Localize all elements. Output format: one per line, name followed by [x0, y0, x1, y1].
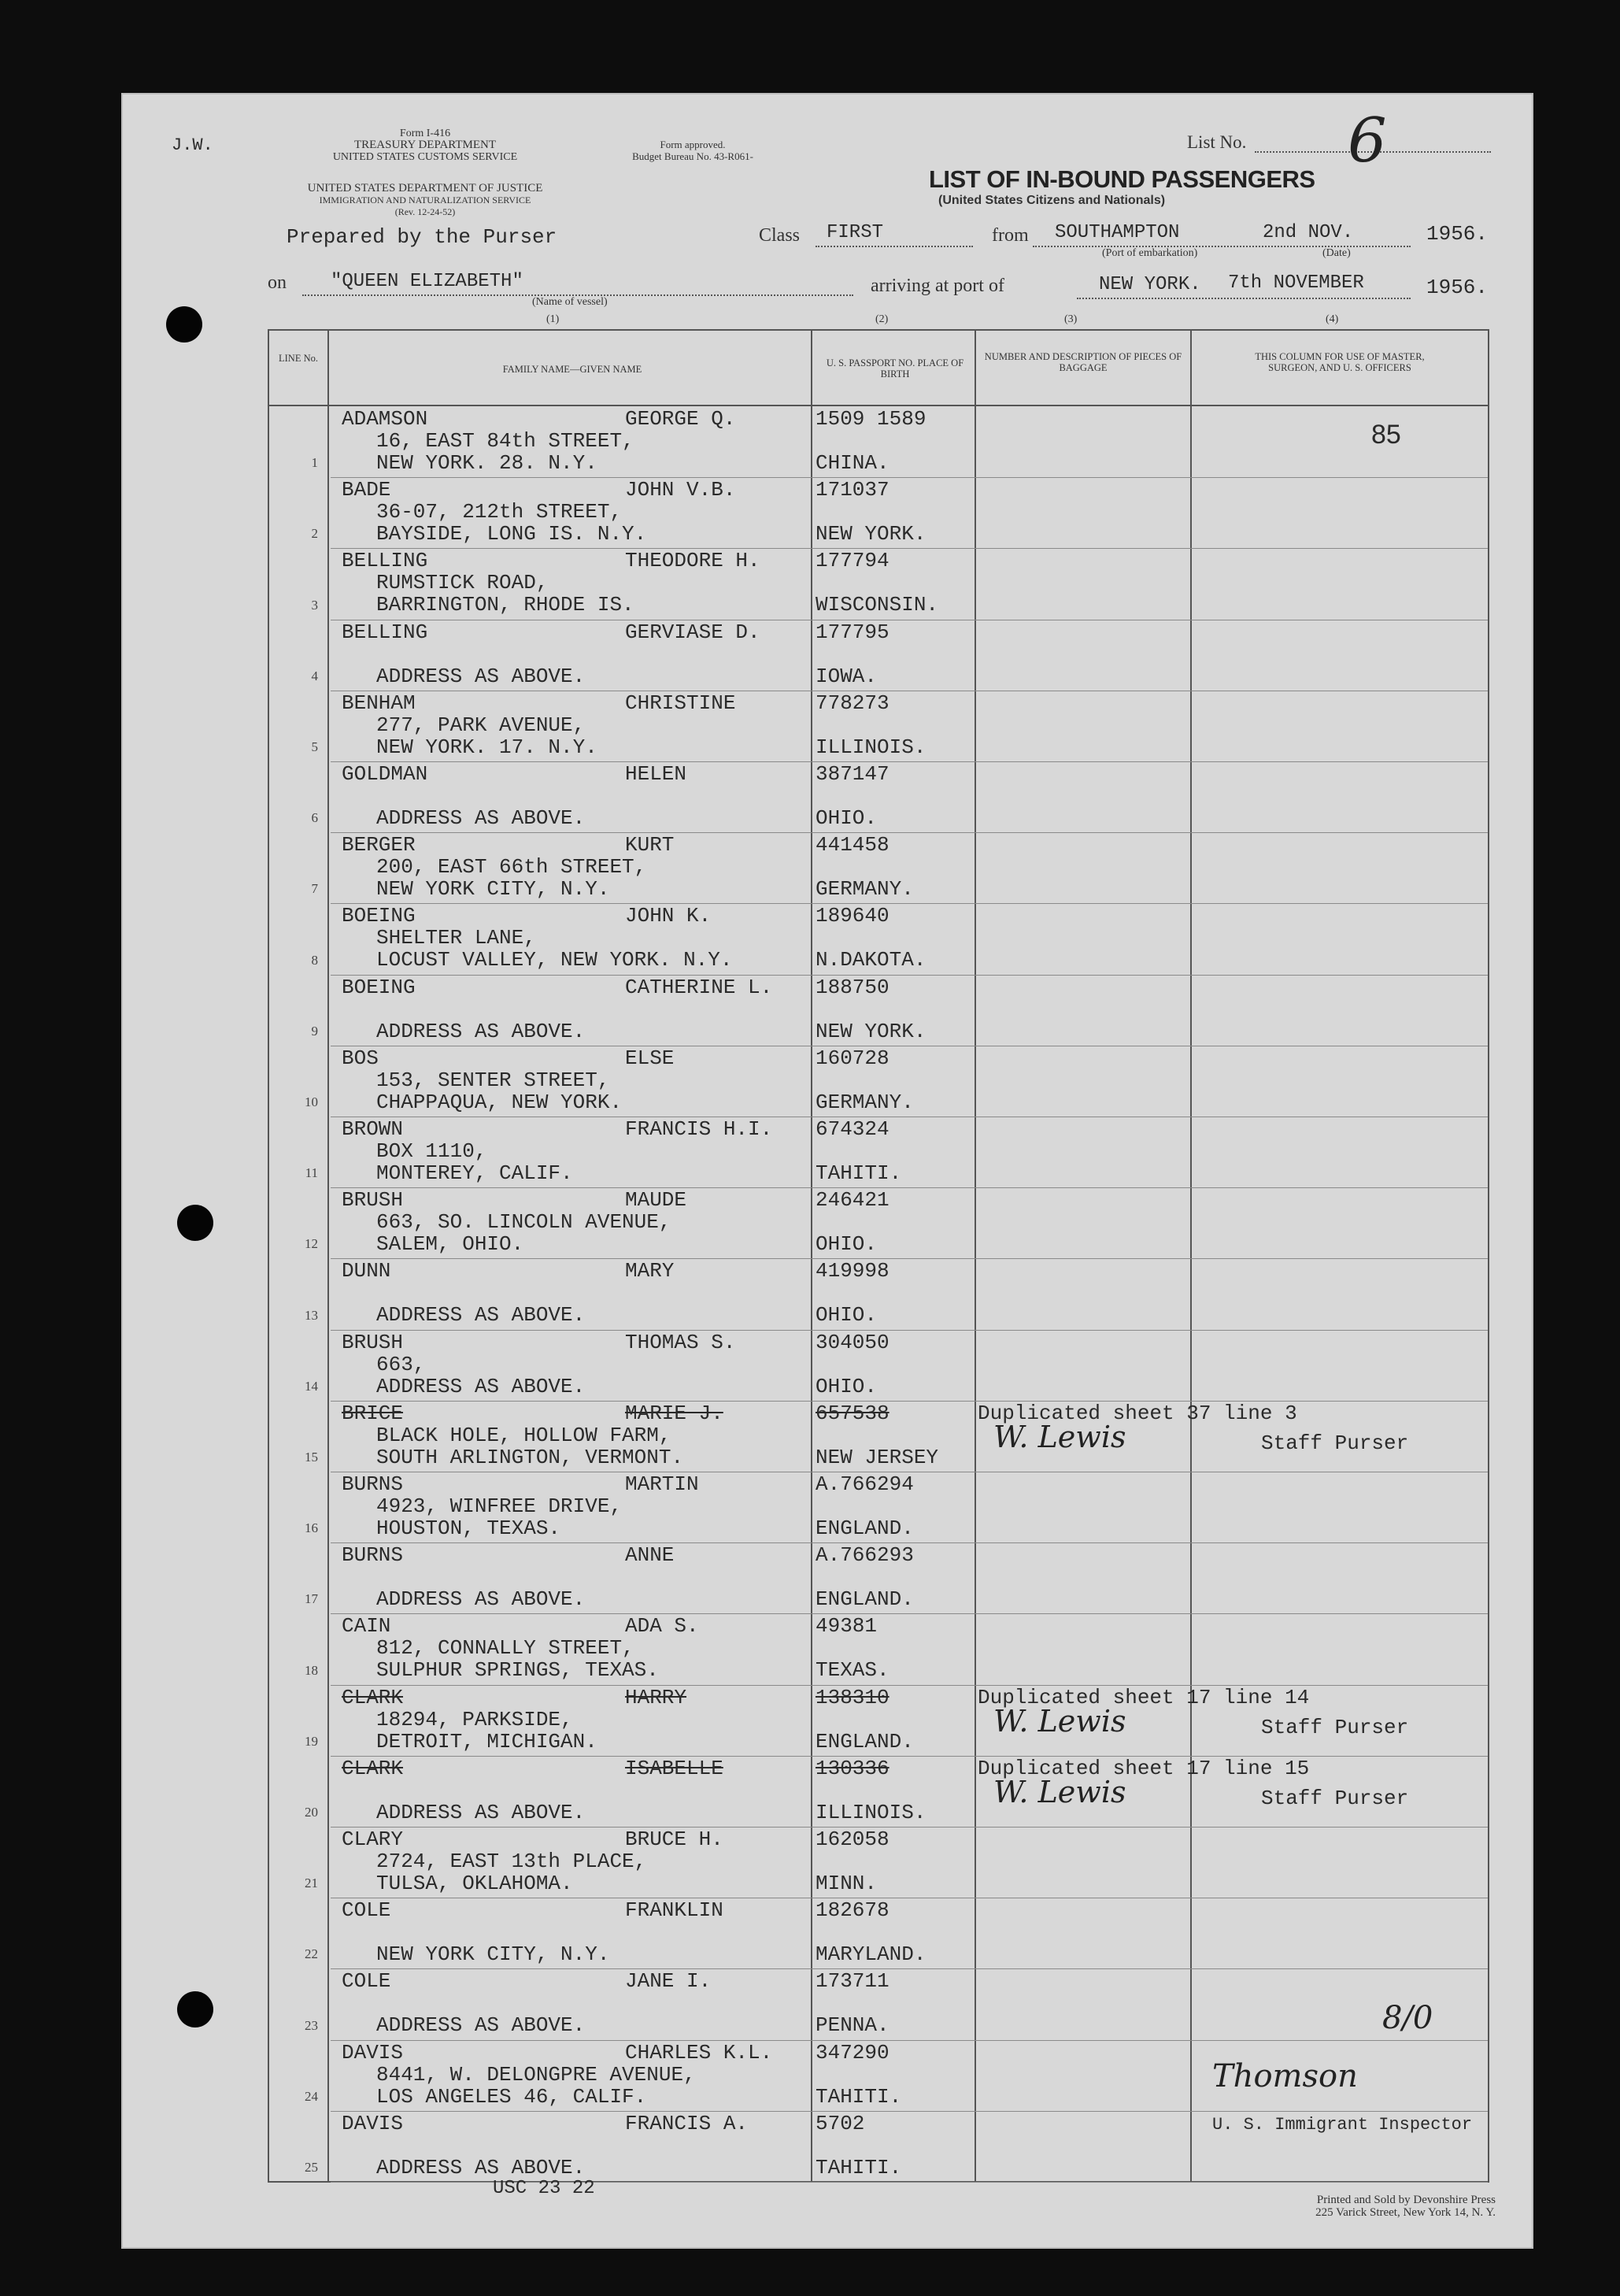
passport-number: 441458	[816, 833, 890, 857]
given-name: MAUDE	[625, 1188, 687, 1213]
passport-number: 162058	[816, 1828, 890, 1851]
col-num-3: (3)	[1064, 313, 1078, 325]
punch-hole-bottom	[177, 1991, 213, 2028]
arriving-date: 7th NOVEMBER	[1228, 272, 1364, 294]
class-line	[816, 246, 973, 247]
passport-number: 347290	[816, 2040, 890, 2065]
given-name: MARY	[625, 1259, 675, 1283]
vessel-caption: (Name of vessel)	[532, 296, 608, 308]
given-name: ISABELLE	[625, 1756, 723, 1780]
address-line-2: ADDRESS AS ABOVE.	[376, 1587, 586, 1612]
list-no-value: 6	[1348, 106, 1387, 176]
line-number: 12	[305, 1236, 318, 1252]
table-row	[269, 406, 1488, 477]
arriving-label: arriving at port of	[871, 276, 1004, 296]
family-name: CLARY	[342, 1828, 404, 1851]
page-subtitle: (United States Citizens and Nationals)	[938, 194, 1166, 207]
address-line-2: CHAPPAQUA, NEW YORK.	[376, 1090, 623, 1114]
table-row	[269, 1401, 1488, 1472]
given-name: BRUCE H.	[625, 1828, 723, 1851]
address-line-2: ADDRESS AS ABOVE.	[376, 2013, 586, 2038]
table-row	[269, 761, 1488, 832]
purser-title: Staff Purser	[1261, 1786, 1409, 1810]
place-of-birth: OHIO.	[816, 806, 878, 830]
given-name: THOMAS S.	[625, 1330, 736, 1354]
address-line-1: RUMSTICK ROAD,	[376, 571, 549, 595]
col-header-line-no: LINE No.	[279, 353, 318, 364]
passport-number: 173711	[816, 1969, 890, 1994]
duplicate-note: Duplicated sheet 17 line 14	[978, 1685, 1310, 1709]
passport-number: 49381	[816, 1614, 878, 1639]
col-num-1: (1)	[546, 313, 560, 325]
page-title: LIST OF IN-BOUND PASSENGERS	[929, 165, 1315, 193]
given-name: FRANCIS A.	[625, 2111, 749, 2135]
family-name: BENHAM	[342, 691, 416, 715]
passport-number: 189640	[816, 904, 890, 928]
given-name: KURT	[625, 833, 675, 857]
address-line-2: NEW YORK CITY, N.Y.	[376, 877, 610, 902]
line-number: 10	[305, 1094, 318, 1109]
place-of-birth: OHIO.	[816, 1374, 878, 1398]
address-line-1: 8441, W. DELONGPRE AVENUE,	[376, 2062, 696, 2087]
address-line-2: ADDRESS AS ABOVE.	[376, 806, 586, 830]
purser-title: Staff Purser	[1261, 1715, 1409, 1739]
purser-title: Staff Purser	[1261, 1431, 1409, 1455]
address-line-2: BARRINGTON, RHODE IS.	[376, 593, 634, 617]
table-row	[269, 1756, 1488, 1827]
line-number: 14	[305, 1378, 318, 1394]
passport-number: 246421	[816, 1188, 890, 1213]
given-name: JANE I.	[625, 1969, 712, 1994]
passport-number: 138310	[816, 1685, 890, 1709]
table-row	[269, 1258, 1488, 1329]
arriving-port: NEW YORK.	[1099, 274, 1201, 295]
address-line-2: NEW YORK. 17. N.Y.	[376, 735, 597, 759]
passport-number: 419998	[816, 1259, 890, 1283]
officer-note: 85	[1371, 420, 1401, 450]
purser-signature: W. Lewis	[993, 1419, 1126, 1454]
given-name: FRANKLIN	[625, 1898, 723, 1923]
passport-number: 657538	[816, 1401, 890, 1425]
passport-number: 182678	[816, 1898, 890, 1923]
list-no-label: List No.	[1187, 132, 1247, 152]
place-of-birth: GERMANY.	[816, 1090, 914, 1114]
given-name: CATHERINE L.	[625, 975, 773, 999]
col-num-4: (4)	[1326, 313, 1339, 325]
passport-number: 304050	[816, 1330, 890, 1354]
family-name: BURNS	[342, 1472, 404, 1496]
address-line-2: SOUTH ARLINGTON, VERMONT.	[376, 1445, 684, 1469]
place-of-birth: GERMANY.	[816, 877, 914, 902]
family-name: BROWN	[342, 1117, 404, 1141]
col-header-name: FAMILY NAME—GIVEN NAME	[502, 364, 642, 375]
line-number: 3	[311, 597, 318, 613]
table-row	[269, 620, 1488, 691]
address-line-2: NEW YORK CITY, N.Y.	[376, 1942, 610, 1967]
from-year: 1956.	[1426, 222, 1489, 246]
address-line-2: SULPHUR SPRINGS, TEXAS.	[376, 1658, 659, 1683]
address-line-1: 200, EAST 66th STREET,	[376, 855, 647, 880]
table-row	[269, 975, 1488, 1046]
given-name: MARIE J.	[625, 1401, 723, 1425]
place-of-birth: ENGLAND.	[816, 1729, 914, 1753]
corner-initials: J.W.	[172, 135, 213, 155]
line-number: 11	[305, 1165, 318, 1181]
place-of-birth: ENGLAND.	[816, 1516, 914, 1540]
passport-number: A.766294	[816, 1472, 914, 1496]
line-number: 20	[305, 1804, 318, 1820]
line-number: 16	[305, 1520, 318, 1536]
address-line-2: BAYSIDE, LONG IS. N.Y.	[376, 522, 647, 546]
family-name: COLE	[342, 1898, 391, 1923]
address-line-1: 18294, PARKSIDE,	[376, 1707, 573, 1731]
address-line-2: NEW YORK. 28. N.Y.	[376, 451, 597, 475]
place-of-birth: PENNA.	[816, 2013, 890, 2038]
address-line-2: ADDRESS AS ABOVE.	[376, 1303, 586, 1328]
address-line-2: HOUSTON, TEXAS.	[376, 1516, 561, 1540]
usc-mark: USC 23 22	[493, 2178, 595, 2199]
line-number: 13	[305, 1307, 318, 1323]
given-name: GEORGE Q.	[625, 407, 736, 431]
table-row	[269, 1046, 1488, 1117]
class-value: FIRST	[827, 222, 884, 243]
line-number: 15	[305, 1449, 318, 1465]
address-line-2: SALEM, OHIO.	[376, 1232, 524, 1257]
passport-number: 5702	[816, 2111, 865, 2135]
family-name: GOLDMAN	[342, 762, 428, 786]
line-number: 1	[311, 455, 318, 471]
place-of-birth: TAHITI.	[816, 2084, 902, 2109]
family-name: DAVIS	[342, 2111, 404, 2135]
place-of-birth: OHIO.	[816, 1232, 878, 1257]
given-name: MARTIN	[625, 1472, 699, 1496]
line-number: 4	[311, 668, 318, 683]
arriving-year: 1956.	[1426, 276, 1489, 299]
family-name: BRUSH	[342, 1188, 404, 1213]
family-name: BELLING	[342, 620, 428, 644]
line-number: 5	[311, 739, 318, 754]
class-label: Class	[759, 225, 801, 246]
family-name: BRICE	[342, 1401, 404, 1425]
col-header-baggage: NUMBER AND DESCRIPTION OF PIECES OF BAGGAGE	[984, 351, 1182, 373]
passport-number: 674324	[816, 1117, 890, 1141]
line-number: 6	[311, 810, 318, 826]
place-of-birth: ILLINOIS.	[816, 1800, 927, 1824]
duplicate-note: Duplicated sheet 37 line 3	[978, 1401, 1297, 1425]
table-row	[269, 1330, 1488, 1401]
from-label: from	[992, 225, 1029, 246]
place-of-birth: MINN.	[816, 1872, 878, 1895]
given-name: ADA S.	[625, 1614, 699, 1639]
address-line-1: 663, SO. LINCOLN AVENUE,	[376, 1210, 671, 1235]
line-number: 24	[305, 2088, 318, 2104]
table-row	[269, 1827, 1488, 1898]
address-line-1: BLACK HOLE, HOLLOW FARM,	[376, 1423, 671, 1447]
family-name: BERGER	[342, 833, 416, 857]
on-label: on	[268, 272, 287, 293]
address-line-1: 812, CONNALLY STREET,	[376, 1636, 634, 1661]
family-name: BOS	[342, 1046, 379, 1070]
place-of-birth: NEW JERSEY	[816, 1445, 939, 1469]
from-date: 2nd NOV.	[1263, 222, 1354, 243]
table-row	[269, 1472, 1488, 1542]
address-line-2: TULSA, OKLAHOMA.	[376, 1872, 573, 1895]
given-name: HARRY	[625, 1685, 687, 1709]
address-line-2: ADDRESS AS ABOVE.	[376, 1374, 586, 1398]
given-name: FRANCIS H.I.	[625, 1117, 773, 1141]
passport-number: 177795	[816, 620, 890, 644]
place-of-birth: OHIO.	[816, 1303, 878, 1328]
family-name: DUNN	[342, 1259, 391, 1283]
given-name: CHARLES K.L.	[625, 2040, 773, 2065]
place-of-birth: MARYLAND.	[816, 1942, 927, 1967]
table-row	[269, 903, 1488, 974]
passport-number: 188750	[816, 975, 890, 999]
address-line-2: ADDRESS AS ABOVE.	[376, 1800, 586, 1824]
given-name: ELSE	[625, 1046, 675, 1070]
table-row	[269, 477, 1488, 548]
passport-number: 171037	[816, 478, 890, 502]
address-line-2: ADDRESS AS ABOVE.	[376, 2155, 586, 2179]
vessel-name: "QUEEN ELIZABETH"	[331, 271, 523, 292]
address-line-1: SHELTER LANE,	[376, 926, 536, 950]
place-of-birth: TEXAS.	[816, 1658, 890, 1683]
address-line-2: ADDRESS AS ABOVE.	[376, 664, 586, 688]
prepared-by: Prepared by the Purser	[287, 225, 557, 249]
purser-signature: W. Lewis	[993, 1774, 1126, 1809]
form-number: Form I-416 TREASURY DEPARTMENT UNITED STATES CUSTOMS SERVICE	[332, 128, 518, 163]
family-name: COLE	[342, 1969, 391, 1994]
place-of-birth: IOWA.	[816, 664, 878, 688]
purser-signature: W. Lewis	[993, 1703, 1126, 1739]
family-name: ADAMSON	[342, 407, 428, 431]
inspector-initials: 8/0	[1382, 2000, 1433, 2036]
address-line-2: LOCUST VALLEY, NEW YORK. N.Y.	[376, 948, 733, 972]
place-of-birth: ILLINOIS.	[816, 735, 927, 759]
given-name: ANNE	[625, 1543, 675, 1568]
family-name: CLARK	[342, 1756, 404, 1780]
place-of-birth: ENGLAND.	[816, 1587, 914, 1612]
passport-number: A.766293	[816, 1543, 914, 1568]
table-row	[269, 691, 1488, 761]
duplicate-note: Duplicated sheet 17 line 15	[978, 1756, 1310, 1780]
place-of-birth: N.DAKOTA.	[816, 948, 927, 972]
date-caption: (Date)	[1322, 247, 1351, 259]
line-number: 23	[305, 2017, 318, 2033]
col-header-officers: THIS COLUMN FOR USE OF MASTER, SURGEON, AND U. S. OFFICERS	[1255, 351, 1425, 373]
line-number: 17	[305, 1591, 318, 1607]
place-of-birth: WISCONSIN.	[816, 593, 939, 617]
address-line-1: 16, EAST 84th STREET,	[376, 429, 634, 453]
table-row	[269, 1542, 1488, 1613]
place-of-birth: CHINA.	[816, 451, 890, 475]
address-line-1: 2724, EAST 13th PLACE,	[376, 1850, 647, 1873]
from-port: SOUTHAMPTON	[1055, 222, 1180, 243]
port-caption: (Port of embarkation)	[1102, 247, 1198, 259]
passport-number: 778273	[816, 691, 890, 715]
arriving-line	[1077, 298, 1411, 299]
line-number: 7	[311, 881, 318, 897]
line-number: 8	[311, 952, 318, 968]
table-row	[269, 1613, 1488, 1684]
line-number: 9	[311, 1023, 318, 1039]
table-row	[269, 1187, 1488, 1258]
form-justice: UNITED STATES DEPARTMENT OF JUSTICE IMMIGRATION AND NATURALIZATION SERVICE (Rev. 12-24-52)	[307, 182, 543, 217]
place-of-birth: NEW YORK.	[816, 1019, 927, 1043]
line-number: 25	[305, 2159, 318, 2175]
table-row	[269, 1968, 1488, 2039]
address-line-1: 663,	[376, 1352, 426, 1376]
inspector-signature: Thomson	[1212, 2058, 1358, 2094]
passport-number: 1509 1589	[816, 407, 927, 431]
given-name: GERVIASE D.	[625, 620, 760, 644]
family-name: BOEING	[342, 975, 416, 999]
line-number: 22	[305, 1946, 318, 1962]
line-number: 19	[305, 1733, 318, 1749]
address-line-2: MONTEREY, CALIF.	[376, 1161, 573, 1185]
address-line-1: 4923, WINFREE DRIVE,	[376, 1494, 623, 1518]
address-line-2: DETROIT, MICHIGAN.	[376, 1729, 597, 1753]
punch-hole-top	[166, 306, 202, 343]
col-header-passport: U. S. PASSPORT NO. PLACE OF BIRTH	[826, 357, 964, 380]
passenger-table	[268, 329, 1489, 2183]
passport-number: 160728	[816, 1046, 890, 1070]
family-name: BADE	[342, 478, 391, 502]
line-number: 18	[305, 1662, 318, 1678]
family-name: BRUSH	[342, 1330, 404, 1354]
table-row	[269, 1117, 1488, 1187]
passport-number: 130336	[816, 1756, 890, 1780]
table-row	[269, 832, 1488, 903]
family-name: CAIN	[342, 1614, 391, 1639]
family-name: BOEING	[342, 904, 416, 928]
table-row	[269, 1898, 1488, 1968]
address-line-1: 36-07, 212th STREET,	[376, 500, 623, 524]
from-line	[1033, 246, 1411, 247]
place-of-birth: TAHITI.	[816, 1161, 902, 1185]
passport-number: 177794	[816, 549, 890, 573]
place-of-birth: NEW YORK.	[816, 522, 927, 546]
given-name: HELEN	[625, 762, 687, 786]
col-num-2: (2)	[875, 313, 889, 325]
address-line-1: 277, PARK AVENUE,	[376, 713, 586, 737]
form-approval: Form approved. Budget Bureau No. 43-R061-	[632, 139, 753, 162]
table-row	[269, 1685, 1488, 1756]
address-line-2: ADDRESS AS ABOVE.	[376, 1019, 586, 1043]
family-name: CLARK	[342, 1685, 404, 1709]
family-name: DAVIS	[342, 2040, 404, 2065]
address-line-1: BOX 1110,	[376, 1139, 487, 1163]
address-line-1: 153, SENTER STREET,	[376, 1068, 610, 1092]
line-number: 21	[305, 1876, 318, 1891]
given-name: JOHN V.B.	[625, 478, 736, 502]
given-name: JOHN K.	[625, 904, 712, 928]
address-line-2: LOS ANGELES 46, CALIF.	[376, 2084, 647, 2109]
line-number: 2	[311, 526, 318, 542]
inspector-caption: U. S. Immigrant Inspector	[1212, 2115, 1473, 2135]
family-name: BURNS	[342, 1543, 404, 1568]
printer-imprint: Printed and Sold by Devonshire Press 225 Varick Street, New York 14, N. Y.	[1315, 2194, 1496, 2219]
given-name: THEODORE H.	[625, 549, 760, 573]
punch-hole-middle	[177, 1205, 213, 1241]
family-name: BELLING	[342, 549, 428, 573]
place-of-birth: TAHITI.	[816, 2155, 902, 2179]
given-name: CHRISTINE	[625, 691, 736, 715]
passport-number: 387147	[816, 762, 890, 786]
table-row	[269, 548, 1488, 619]
